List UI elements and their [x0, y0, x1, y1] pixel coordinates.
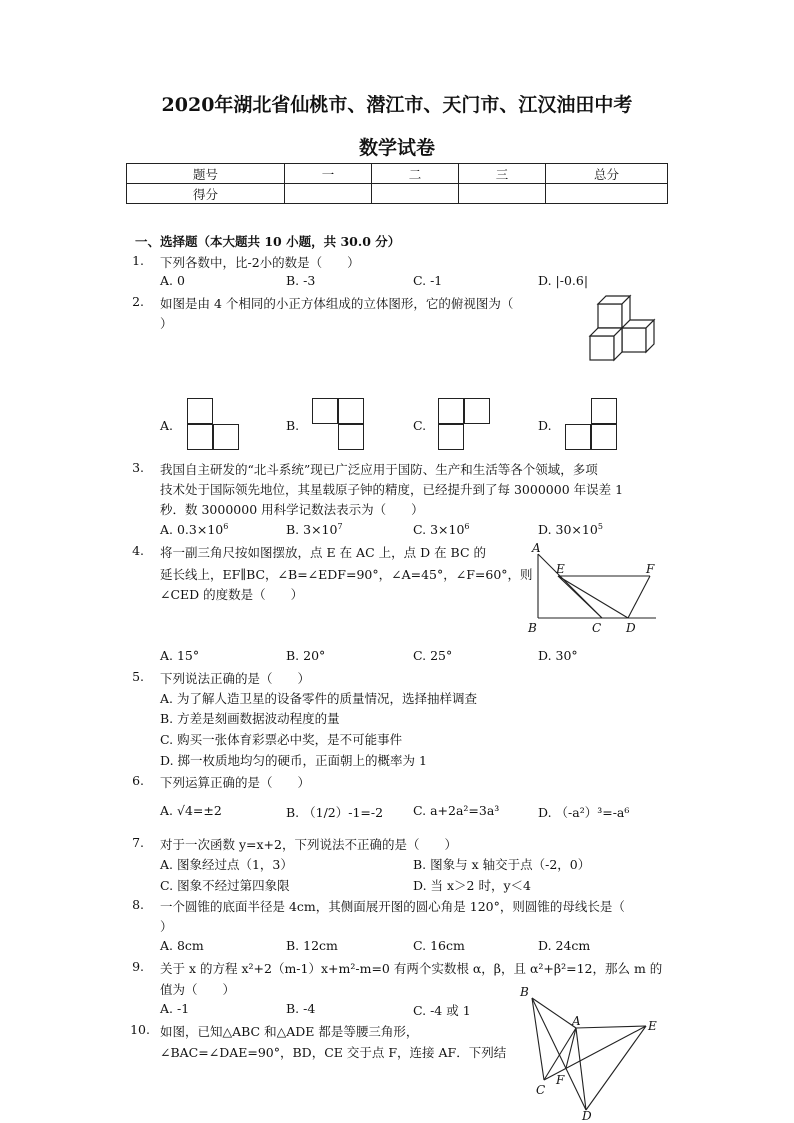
question-number: 1.	[132, 253, 144, 268]
option-a: A. 0	[160, 273, 185, 288]
point-label-a: A	[532, 541, 541, 555]
question-number: 10.	[130, 1022, 150, 1037]
question-number: 4.	[132, 543, 144, 558]
question-text-cont: ）	[160, 316, 173, 331]
score-cell	[285, 184, 372, 204]
option-c: C. 购买一张体育彩票必中奖，是不可能事件	[160, 732, 403, 747]
option-b-label: B.	[286, 418, 300, 433]
option-d-label: D.	[538, 418, 552, 433]
score-cell	[459, 184, 546, 204]
option-b: B. -3	[286, 273, 316, 288]
option-b: B. -4	[286, 1001, 316, 1016]
question-text: 如图，已知△ABC 和△ADE 都是等腰三角形，	[160, 1024, 419, 1039]
point-label-c: C	[536, 1083, 546, 1097]
option-c: C. $3\times 10^6$	[413, 522, 470, 538]
option-a: A. 15°	[160, 648, 200, 663]
score-table-header-row	[127, 164, 668, 184]
point-label-e: E	[556, 562, 565, 576]
point-label-c: C	[592, 621, 602, 635]
option-b: B. $3\times 10^7$	[286, 522, 343, 538]
question-number: 3.	[132, 460, 144, 475]
option-b: B. 20°	[286, 648, 326, 663]
point-label-d: D	[626, 621, 636, 635]
option-a: A. 图象经过点（1，3）	[160, 857, 293, 872]
score-table-score-row	[127, 184, 668, 204]
option-c: C. 图象不经过第四象限	[160, 878, 290, 893]
score-row-label: 得分	[127, 184, 285, 204]
point-label-a: A	[572, 1014, 581, 1028]
option-c: C. -1	[413, 273, 443, 288]
question-text: 下列运算正确的是（ ）	[160, 775, 311, 790]
score-cell	[372, 184, 459, 204]
option-c: C. 25°	[413, 648, 453, 663]
question-text: 关于 x 的方程 x²+2（m-1）x+m²-m=0 有两个实数根 α，β，且 α²+β²=12，那么 m 的	[160, 961, 663, 976]
question-text-cont: 秒．数 3000000 用科学记数法表示为（ ）	[160, 502, 424, 517]
question-text-cont: 延长线上，EF∥BC，∠B=∠EDF=90°，∠A=45°，∠F=60°，则	[160, 567, 533, 582]
score-header-cell: 总分	[546, 164, 668, 184]
question-text: 我国自主研发的“北斗系统”现已广泛应用于国防、生产和生活等各个领域，多项	[160, 462, 598, 477]
question-text: 一个圆锥的底面半径是 4cm，其侧面展开图的圆心角是 120°，则圆锥的母线长是（	[160, 899, 625, 914]
question-text: 将一副三角尺按如图摆放，点 E 在 AC 上，点 D 在 BC 的	[160, 545, 487, 560]
option-c: C. -4 或 1	[413, 1003, 471, 1018]
triangle-ruler-figure	[522, 540, 662, 638]
question-number: 2.	[132, 294, 144, 309]
score-header-cell: 三	[459, 164, 546, 184]
question-number: 6.	[132, 773, 144, 788]
option-c: C. a+2a²=3a³	[413, 803, 500, 818]
score-header-cell: 一	[285, 164, 372, 184]
exam-title-line2: 数学试卷	[358, 137, 435, 159]
question-text-cont: 值为（ ）	[160, 982, 236, 997]
point-label-f: F	[646, 562, 655, 576]
question-text-cont: ）	[160, 919, 173, 934]
option-d: D. 24cm	[538, 938, 591, 953]
point-label-b: B	[520, 985, 529, 999]
option-d: D. $30\times 10^5$	[538, 522, 603, 538]
score-table	[126, 163, 668, 204]
question-number: 9.	[132, 959, 144, 974]
point-label-e: E	[648, 1019, 657, 1033]
question-text: 下列说法正确的是（ ）	[160, 671, 311, 686]
score-header-cell: 二	[372, 164, 459, 184]
option-d: D. （-a²）³=-a⁶	[538, 805, 630, 820]
question-text: 下列各数中，比-2小的数是（ ）	[160, 255, 360, 270]
question-text-cont: ∠BAC=∠DAE=90°，BD，CE 交于点 F，连接 AF．下列结	[160, 1045, 507, 1060]
question-number: 8.	[132, 897, 144, 912]
score-cell	[546, 184, 668, 204]
section-heading: 一、选择题（本大题共 10 小题，共 30.0 分）	[135, 234, 401, 249]
question-text: 如图是由 4 个相同的小正方体组成的立体图形，它的俯视图为（	[160, 296, 514, 311]
option-a: A. 8cm	[160, 938, 204, 953]
score-header-cell: 题号	[127, 164, 285, 184]
question-text-cont: ∠CED 的度数是（ ）	[160, 587, 304, 602]
option-c-label: C.	[413, 418, 427, 433]
option-d: D. 30°	[538, 648, 578, 663]
option-a: A. -1	[160, 1001, 190, 1016]
cube-stack-figure	[588, 294, 660, 364]
question-number: 5.	[132, 669, 144, 684]
question-text-cont: 技术处于国际领先地位，其星载原子钟的精度，已经提升到了每 3000000 年误差 1	[160, 482, 624, 497]
option-b: B. （1/2）-1=-2	[286, 805, 384, 820]
option-a: A. 为了解人造卫星的设备零件的质量情况，选择抽样调查	[160, 691, 477, 706]
isosceles-triangles-figure	[514, 982, 664, 1122]
option-d: D. 掷一枚质地均匀的硬币，正面朝上的概率为 1	[160, 753, 427, 768]
option-a: A. $0.3\times 10^6$	[160, 522, 229, 538]
point-label-d: D	[582, 1109, 592, 1122]
point-label-b: B	[528, 621, 537, 635]
question-number: 7.	[132, 835, 144, 850]
option-d: D. 当 x＞2 时，y＜4	[413, 878, 531, 893]
option-a: A. √4=±2	[160, 803, 222, 818]
option-c: C. 16cm	[413, 938, 465, 953]
option-b: B. 图象与 x 轴交于点（-2，0）	[413, 857, 591, 872]
option-b: B. 12cm	[286, 938, 338, 953]
question-text: 对于一次函数 y=x+2，下列说法不正确的是（ ）	[160, 837, 457, 852]
option-b: B. 方差是刻画数据波动程度的量	[160, 711, 340, 726]
option-d: D. |-0.6|	[538, 273, 589, 288]
exam-title-line1: 2020年湖北省仙桃市、潜江市、天门市、江汉油田中考	[161, 94, 633, 116]
point-label-f: F	[556, 1073, 565, 1087]
option-a-label: A.	[160, 418, 174, 433]
